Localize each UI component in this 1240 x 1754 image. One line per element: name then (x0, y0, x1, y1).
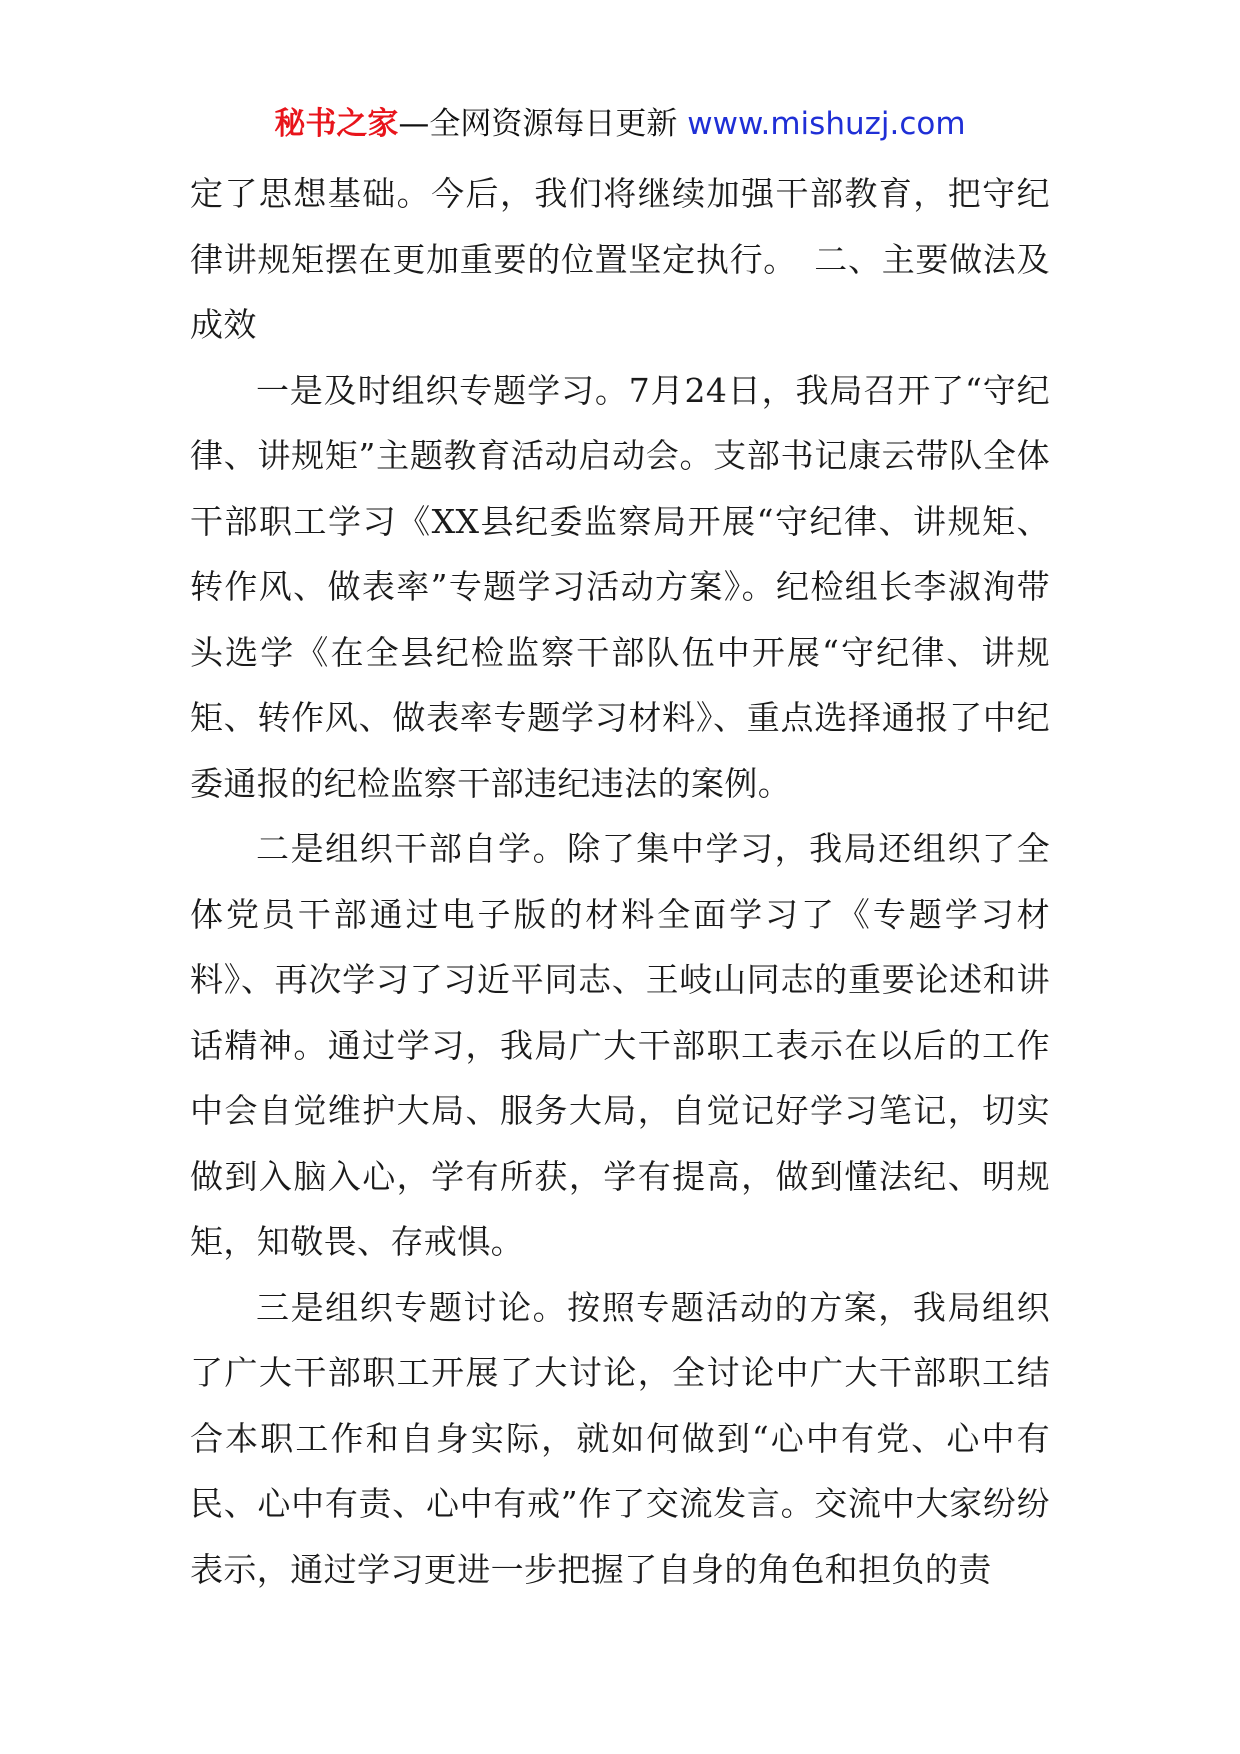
paragraph-discussion: 三是组织专题讨论。按照专题活动的方案，我局组织了广大干部职工开展了大讨论，全讨论中广大干部职工结合本职工作和自身实际，就如何做到“心中有党、心中有民、心中有责、心中有戒”作了交流发言。交流中大家纷纷表示，通过学习更进一步把握了自身的角色和担负的责 (190, 1287, 1050, 1589)
document-body (190, 161, 1050, 1602)
site-url[interactable]: www.mishuzj.com (687, 106, 966, 142)
paragraph-self-study: 二是组织干部自学。除了集中学习，我局还组织了全体党员干部通过电子版的材料全面学习了《专题学习材料》、再次学习了习近平同志、王岐山同志的重要论述和讲话精神。通过学习，我局广大干部职工表示在以后的工作中会自觉维护大局、服务大局，自觉记好学习笔记，切实做到入脑入心，学有所获，学有提高，做到懂法纪、明规矩，知敬畏、存戒惧。 (190, 829, 1050, 1261)
site-header (0, 102, 1240, 146)
paragraph-continuation: 定了思想基础。今后，我们将继续加强干部教育，把守纪律讲规矩摆在更加重要的位置坚定执行。 二、主要做法及成效 (190, 174, 1050, 344)
site-brand: 秘书之家 (274, 106, 399, 142)
paragraph-study-topic: 一是及时组织专题学习。7月24日，我局召开了“守纪律、讲规矩”主题教育活动启动会。支部书记康云带队全体干部职工学习《XX县纪委监察局开展“守纪律、讲规矩、转作风、做表率”专题学习活动方案》。纪检组长李淑洵带头选学《在全县纪检监察干部队伍中开展“守纪律、讲规矩、转作风、做表率专题学习材料》、重点选择通报了中纪委通报的纪检监察干部违纪违法的案例。 (190, 370, 1050, 803)
site-slogan: —全网资源每日更新 (398, 106, 688, 142)
